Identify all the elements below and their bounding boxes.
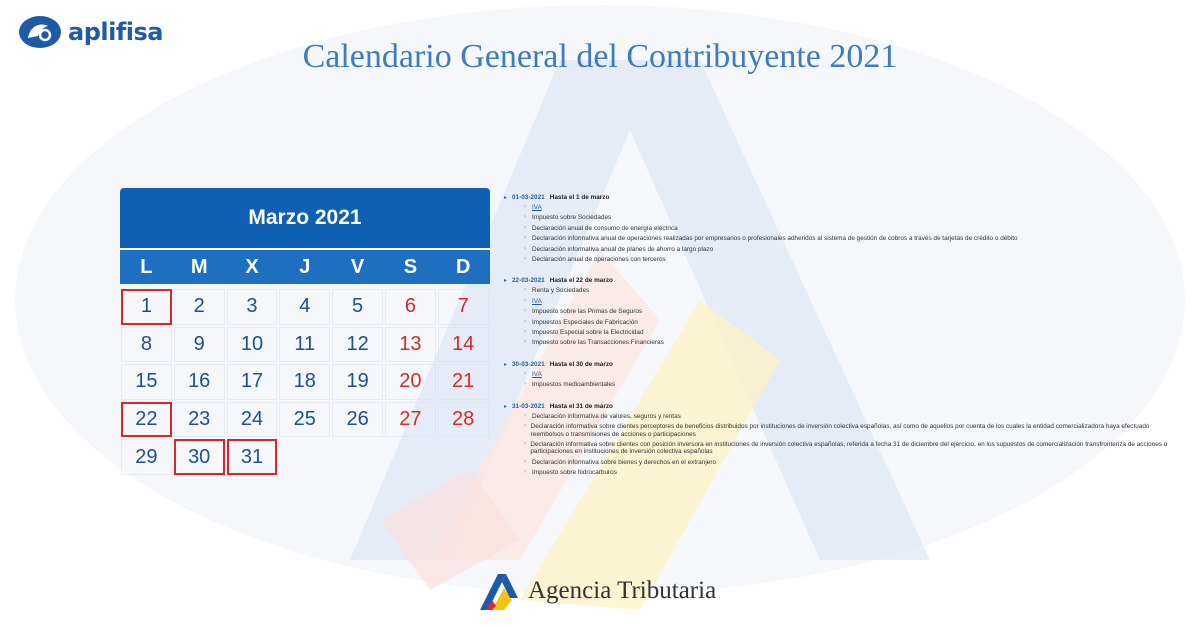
deadline-item-text: Declaración informativa anual de planes de ahorro a largo plazo: [532, 245, 714, 253]
calendar-day: 14: [438, 327, 489, 363]
deadline-group: [504, 403, 1184, 477]
calendar-day: 6: [385, 289, 436, 325]
deadline-item[interactable]: [524, 298, 1184, 305]
chevron-right-icon: ▸: [504, 195, 508, 201]
chevron-right-icon: ›: [524, 308, 526, 315]
calendar-day: 21: [438, 364, 489, 400]
calendar-day: 18: [279, 364, 330, 400]
deadline-item-text: Impuestos medioambientales: [532, 381, 616, 389]
weekday-label: M: [190, 255, 208, 278]
calendar-day-deadline: 22: [121, 402, 172, 438]
chevron-right-icon: ›: [524, 297, 526, 304]
deadline-item-text: Declaración informativa sobre clientes con posición inversora en instituciones de inversión colectiva españolas, referida a fecha 31 de diciembre del ejercicio, en los supuestos de comercialización transfronteriza de acciones o participaciones en instituciones de inversión colectiva españolas: [530, 440, 1168, 456]
deadline-item: [524, 413, 1184, 420]
weekday-label: L: [140, 255, 153, 278]
deadline-item: [524, 441, 1184, 456]
deadline-group-header: [504, 403, 1184, 410]
deadline-item: [524, 287, 1184, 294]
chevron-right-icon: ›: [524, 412, 526, 419]
calendar-day: 2: [174, 289, 225, 325]
weekday-label: X: [245, 255, 259, 278]
calendar-day: 29: [121, 439, 172, 475]
calendar-day: 5: [332, 289, 383, 325]
deadline-item: [524, 469, 1184, 476]
chevron-right-icon: ›: [524, 256, 526, 263]
calendar-empty-cell: [279, 439, 330, 475]
calendar-day: 17: [227, 364, 278, 400]
deadline-item-text: Declaración informativa sobre clientes perceptores de beneficios distribuidos por instituciones de inversión colectiva españolas, así como de aquellos por cuenta de los cuales la entidad comercializadora haya efectuado reembolsos o transmisiones de acciones o participaciones: [530, 423, 1150, 438]
calendar-month-label: Marzo 2021: [120, 188, 490, 248]
deadline-item-link[interactable]: IVA: [532, 370, 542, 378]
deadline-item: [524, 329, 1184, 336]
deadline-group-header: [504, 194, 1184, 201]
calendar-day: 10: [227, 327, 278, 363]
deadline-item-text: Impuestos Especiales de Fabricación: [532, 318, 638, 326]
calendar-day: 3: [227, 289, 278, 325]
chevron-right-icon: ›: [524, 458, 526, 465]
calendar-day: 8: [121, 327, 172, 363]
calendar-day: 16: [174, 364, 225, 400]
deadline-item: [524, 459, 1184, 466]
deadline-group-header: [504, 277, 1184, 284]
deadline-title: Hasta el 30 de marzo: [549, 360, 613, 368]
chevron-right-icon: ›: [524, 224, 526, 231]
agencia-tributaria-logo: [476, 570, 716, 612]
calendar-empty-cell: [332, 439, 383, 475]
deadline-item: [524, 225, 1184, 232]
chevron-right-icon: ›: [524, 339, 526, 346]
deadline-item-link[interactable]: IVA: [532, 297, 542, 305]
weekday-label: S: [403, 255, 418, 278]
deadline-item-text: Declaración anual de operaciones con terceros: [532, 256, 666, 264]
deadline-item-text: Declaración informativa sobre bienes y derechos en el extranjero: [532, 458, 717, 466]
deadline-item: [524, 308, 1184, 315]
deadline-group-header: [504, 361, 1184, 368]
weekday-label: J: [299, 255, 311, 278]
deadline-group: [504, 194, 1184, 263]
chevron-right-icon: ›: [524, 204, 526, 210]
deadline-item-text: Declaración informativa de valores, seguros y rentas: [532, 412, 681, 420]
deadline-date: 22-03-2021: [512, 277, 545, 285]
deadline-item-text: Impuesto sobre las Primas de Seguros: [532, 308, 643, 316]
chevron-right-icon: ▸: [504, 278, 508, 285]
agencia-tributaria-logo-icon: [476, 570, 522, 612]
chevron-right-icon: ›: [524, 370, 526, 377]
deadline-item-text: Impuesto sobre Sociedades: [532, 214, 612, 222]
calendar-day-deadline: 1: [121, 289, 172, 325]
calendar-day-grid: [120, 288, 490, 476]
deadline-item-text: Renta y Sociedades: [532, 287, 590, 295]
deadline-title: Hasta el 1 de marzo: [549, 194, 610, 201]
calendar-day: 7: [438, 289, 489, 325]
calendar-day: 24: [227, 402, 278, 438]
deadline-item: [524, 339, 1184, 346]
deadline-title: Hasta el 31 de marzo: [549, 402, 613, 410]
calendar-empty-cell: [438, 439, 489, 475]
weekday-label: D: [455, 255, 471, 278]
chevron-right-icon: ▸: [504, 403, 508, 410]
calendar-day-deadline: 31: [227, 439, 278, 475]
deadline-date: 30-03-2021: [512, 360, 545, 368]
calendar-day: 15: [121, 364, 172, 400]
weekday-label: V: [350, 255, 365, 278]
deadline-group: [504, 277, 1184, 346]
deadline-date: 01-03-2021: [512, 194, 545, 201]
calendar-day: 12: [332, 327, 383, 363]
calendar-day: 11: [279, 327, 330, 363]
deadline-list: [504, 194, 1184, 491]
chevron-right-icon: ›: [524, 469, 526, 476]
calendar-day: 26: [332, 402, 383, 438]
deadline-item-text: Declaración anual de consumo de energía eléctrica: [532, 224, 678, 232]
deadline-item: [524, 381, 1184, 388]
month-calendar: [120, 188, 490, 476]
chevron-right-icon: ›: [524, 235, 526, 242]
page-title: Calendario General del Contribuyente 2021: [302, 38, 898, 75]
calendar-weekday-row: [120, 248, 490, 284]
calendar-day: 4: [279, 289, 330, 325]
chevron-right-icon: ›: [524, 318, 526, 325]
deadline-item-text: Impuesto Especial sobre la Electricidad: [532, 329, 644, 337]
chevron-right-icon: ▸: [504, 361, 508, 368]
chevron-right-icon: ›: [524, 245, 526, 252]
deadline-item[interactable]: [524, 371, 1184, 378]
brand-name: aplifisa: [68, 18, 163, 46]
calendar-day: 9: [174, 327, 225, 363]
agency-name: Agencia Tributaria: [528, 577, 717, 604]
deadline-item: [524, 214, 1184, 221]
calendar-day: 19: [332, 364, 383, 400]
calendar-day: 28: [438, 402, 489, 438]
chevron-right-icon: ›: [524, 381, 526, 388]
calendar-day: 13: [385, 327, 436, 363]
deadline-title: Hasta el 22 de marzo: [549, 277, 613, 285]
chevron-right-icon: ›: [524, 440, 526, 447]
deadline-item-text: Impuesto sobre hidrocarburos: [532, 469, 617, 477]
deadline-group: [504, 361, 1184, 389]
calendar-day: 23: [174, 402, 225, 438]
chevron-right-icon: ›: [524, 329, 526, 336]
deadline-item-text: Declaración informativa anual de operaciones realizadas por empresarios o profesionales adheridos al sistema de gestión de cobros a través de tarjetas de crédito o débito: [532, 235, 1018, 243]
deadline-item: [524, 423, 1184, 438]
deadline-item: [524, 246, 1184, 253]
deadline-item: [524, 256, 1184, 263]
deadline-date: 31-03-2021: [512, 402, 545, 410]
deadline-item-link[interactable]: IVA: [532, 204, 542, 211]
chevron-right-icon: ›: [524, 423, 526, 430]
calendar-day-deadline: 30: [174, 439, 225, 475]
chevron-right-icon: ›: [524, 287, 526, 294]
deadline-item-text: Impuesto sobre las Transacciones Financieras: [532, 339, 664, 347]
calendar-day: 20: [385, 364, 436, 400]
deadline-item[interactable]: [524, 204, 1184, 211]
deadline-item: [524, 319, 1184, 326]
deadline-item: [524, 235, 1184, 242]
calendar-day: 27: [385, 402, 436, 438]
calendar-day: 25: [279, 402, 330, 438]
calendar-empty-cell: [385, 439, 436, 475]
chevron-right-icon: ›: [524, 214, 526, 221]
